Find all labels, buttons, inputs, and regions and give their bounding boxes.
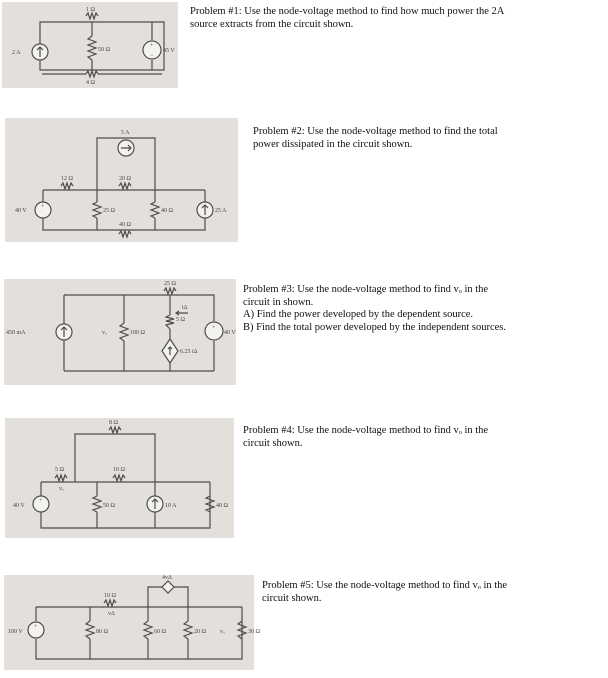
problem-4-line-2: circuit shown.: [243, 437, 303, 449]
circuit-label: 40 V: [15, 208, 27, 214]
problem-3-line-2: circuit in shown.: [243, 296, 314, 308]
circuit-label: 50 Ω: [103, 503, 115, 509]
svg-text:+: +: [150, 43, 154, 49]
problem-1-line-2: source extracts from the circuit shown.: [190, 18, 354, 30]
circuit-diagram-3: [4, 279, 236, 385]
circuit-label: 45 V: [163, 48, 175, 54]
circuit-label: 30 Ω: [248, 629, 260, 635]
circuit-label: vₒ: [220, 629, 225, 635]
circuit-label: 8 Ω: [109, 420, 118, 426]
circuit-label: 25 Ω: [103, 208, 115, 214]
circuit-label: 10 A: [165, 503, 177, 509]
problem-2-line-2: power dissipated in the circuit shown.: [253, 138, 413, 150]
circuit-label: 6.25 iΔ: [180, 349, 198, 355]
circuit-label: 12 Ω: [61, 176, 73, 182]
problem-2: [253, 126, 498, 151]
circuit-label: 40 Ω: [216, 503, 228, 509]
circuit-label: 40 V: [224, 330, 236, 336]
circuit-label: 4vΔ: [162, 575, 172, 581]
circuit-label: 40 Ω: [119, 222, 131, 228]
circuit-label: 4 Ω: [86, 80, 95, 86]
problem-5-line-1: Problem #5: Use the node-voltage method to find vₒ in the: [262, 580, 508, 591]
circuit-label: vₒ: [59, 486, 64, 492]
svg-text:+: +: [39, 498, 43, 504]
circuit-diagram-5: [4, 575, 260, 670]
circuit-label: 40 Ω: [161, 208, 173, 214]
circuit-label: 20 Ω: [194, 629, 206, 635]
circuit-label: 25 A: [215, 208, 227, 214]
problem-5: [262, 580, 507, 605]
svg-text:+: +: [212, 325, 216, 331]
problem-5-line-2: circuit shown.: [262, 592, 322, 604]
svg-text:+: +: [41, 204, 45, 210]
circuit-label: 100 Ω: [130, 330, 145, 336]
circuit-label: 20 Ω: [119, 176, 131, 182]
circuit-label: 5 A: [121, 130, 130, 136]
problem-1-line-1: Problem #1: Use the node-voltage method to find how much power the 2A: [190, 6, 505, 17]
circuit-label: 100 V: [8, 629, 23, 635]
circuit-label: vΔ: [108, 611, 115, 617]
circuit-label: vₒ: [102, 330, 107, 336]
circuit-label: 80 Ω: [96, 629, 108, 635]
circuit-diagram-1: [2, 2, 178, 88]
problem-3-line-4: B) Find the total power developed by the independent sources.: [243, 321, 507, 333]
problem-3: [243, 284, 506, 334]
circuit-label: 40 V: [13, 503, 25, 509]
svg-text:−: −: [150, 53, 154, 59]
circuit-label: 10 Ω: [113, 467, 125, 473]
circuit-label: 60 Ω: [154, 629, 166, 635]
circuit-label: 5 Ω: [55, 467, 64, 473]
circuit-label: 450 mA: [6, 330, 26, 336]
problem-4-line-1: Problem #4: Use the node-voltage method to find vₒ in the: [243, 425, 489, 436]
problem-1: [190, 6, 504, 31]
circuit-label: iΔ: [182, 305, 188, 311]
circuit-diagram-2: [5, 118, 238, 242]
problem-3-line-3: A) Find the power developed by the dependent source.: [243, 309, 474, 320]
problem-2-line-1: Problem #2: Use the node-voltage method to find the total: [253, 126, 498, 137]
circuit-label: 5 Ω: [176, 317, 185, 323]
circuit-diagram-4: [5, 418, 234, 538]
circuit-label: 1 Ω: [86, 7, 95, 13]
circuit-label: 25 Ω: [164, 281, 176, 287]
svg-text:+: +: [34, 624, 38, 630]
circuit-label: 2 A: [12, 50, 21, 56]
circuit-label: 10 Ω: [104, 593, 116, 599]
circuit-label: 50 Ω: [98, 47, 110, 53]
problem-3-line-1: Problem #3: Use the node-voltage method to find vₒ in the: [243, 284, 489, 295]
problem-4: [243, 425, 488, 450]
